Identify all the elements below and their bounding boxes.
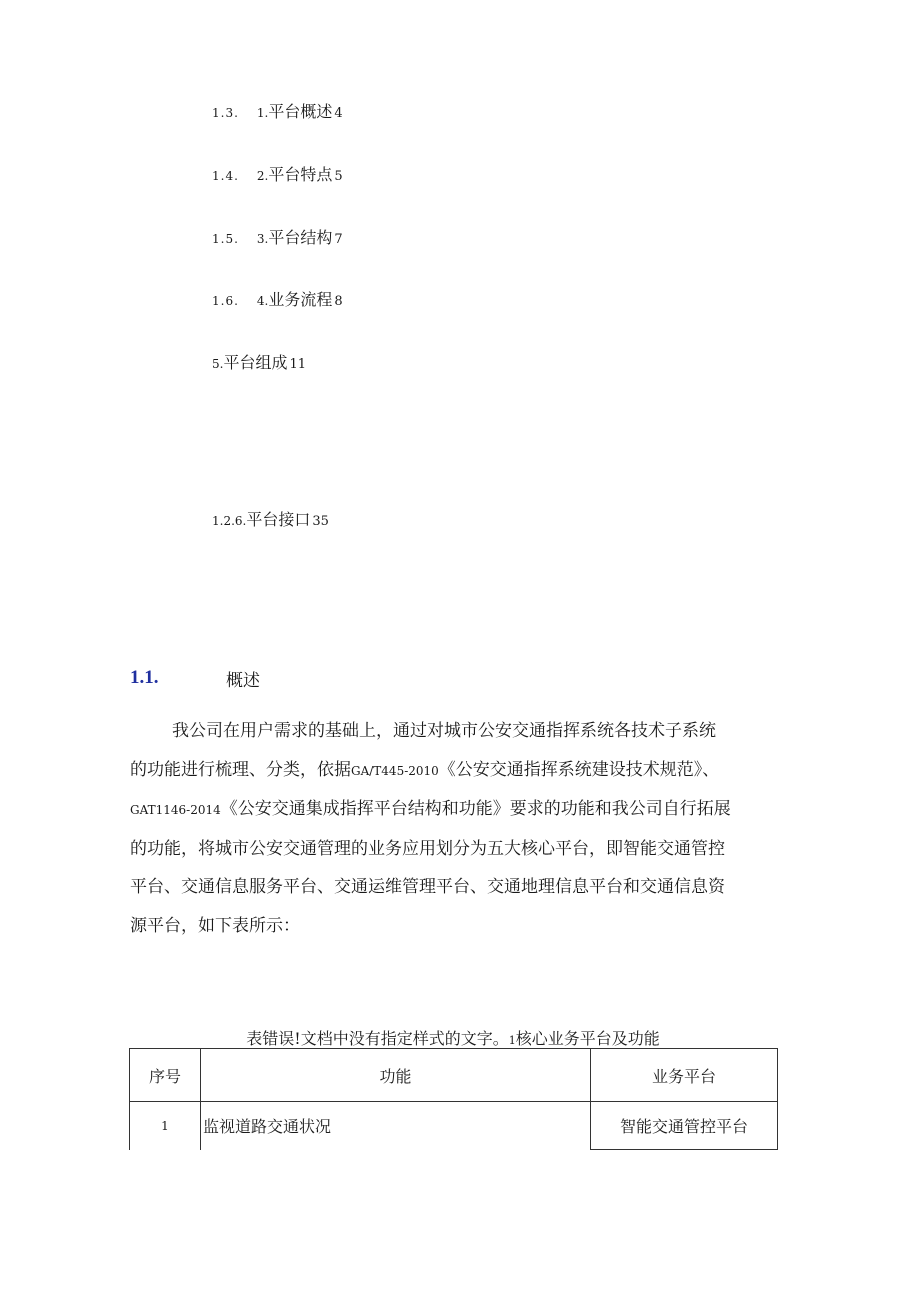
cell-function: 监视道路交通状况: [201, 1102, 591, 1150]
section-heading: [130, 664, 260, 692]
caption-number: 1: [508, 1034, 516, 1047]
toc-entry-title: 平台组成: [223, 353, 288, 372]
table-header-row: [130, 1049, 778, 1102]
toc-entry[interactable]: [212, 228, 343, 250]
table-caption: [130, 1026, 776, 1049]
section-title: 概述: [226, 670, 260, 691]
toc-entry-number: 1.5.: [212, 232, 239, 246]
caption-suffix: 核心业务平台及功能: [515, 1029, 660, 1048]
toc-entry-page: 7: [334, 232, 343, 247]
toc-entry-sub: 3.: [256, 232, 269, 246]
toc-entry[interactable]: [212, 102, 343, 124]
toc-entry[interactable]: [212, 290, 343, 312]
toc-entry[interactable]: [212, 510, 329, 532]
toc-entry-sub: 1.2.6.: [212, 514, 247, 528]
section-number: 1.1.: [130, 667, 159, 688]
table-row: [130, 1102, 778, 1150]
toc-entry-title: 平台特点: [268, 165, 333, 184]
caption-prefix: 表错误!文档中没有指定样式的文字。: [246, 1029, 509, 1048]
header-index: 序号: [130, 1049, 201, 1102]
cell-platform: 智能交通管控平台: [591, 1102, 778, 1150]
body-line: 的功能进行梳理、分类，依据GA/T445-2010《公安交通指挥系统建设技术规范》、: [130, 759, 720, 780]
header-function: 功能: [201, 1049, 591, 1102]
toc-entry-number: 1.4.: [212, 169, 239, 183]
toc-entry-sub: 5.: [212, 357, 224, 371]
core-platform-table: [129, 1048, 778, 1150]
toc-entry-page: 4: [334, 106, 343, 121]
toc-entry-page: 35: [312, 514, 329, 529]
body-line: 平台、交通信息服务平台、交通运维管理平台、交通地理信息平台和交通信息资: [130, 877, 725, 897]
standard-code: GA/T445-2010: [351, 763, 439, 778]
standard-code: GAT1146-2014: [130, 803, 221, 817]
toc-entry[interactable]: [212, 353, 306, 375]
body-line: GAT1146-2014《公安交通集成指挥平台结构和功能》要求的功能和我公司自行拓展: [130, 799, 731, 819]
toc-entry-sub: 4.: [256, 294, 269, 308]
toc-entry[interactable]: [212, 165, 343, 187]
body-line: 源平台，如下表所示：: [130, 915, 300, 936]
toc-entry-sub: 1.: [256, 106, 269, 120]
toc-entry-title: 平台接口: [246, 510, 311, 529]
cell-index: 1: [130, 1102, 201, 1150]
toc-entry-title: 平台概述: [268, 102, 333, 121]
body-paragraph: [130, 712, 780, 945]
toc-entry-page: 11: [289, 357, 307, 372]
body-line: 我公司在用户需求的基础上，通过对城市公安交通指挥系统各技术子系统: [172, 721, 716, 741]
body-line: 的功能，将城市公安交通管理的业务应用划分为五大核心平台，即智能交通管控: [130, 838, 725, 859]
toc-entry-number: 1.3.: [212, 106, 239, 120]
toc-entry-title: 平台结构: [268, 228, 333, 247]
toc-entry-page: 8: [334, 294, 343, 309]
toc-entry-page: 5: [334, 169, 343, 184]
header-platform: 业务平台: [591, 1049, 778, 1102]
toc-entry-number: 1.6.: [212, 294, 239, 308]
toc-entry-title: 业务流程: [268, 290, 333, 309]
toc-entry-sub: 2.: [256, 169, 269, 183]
